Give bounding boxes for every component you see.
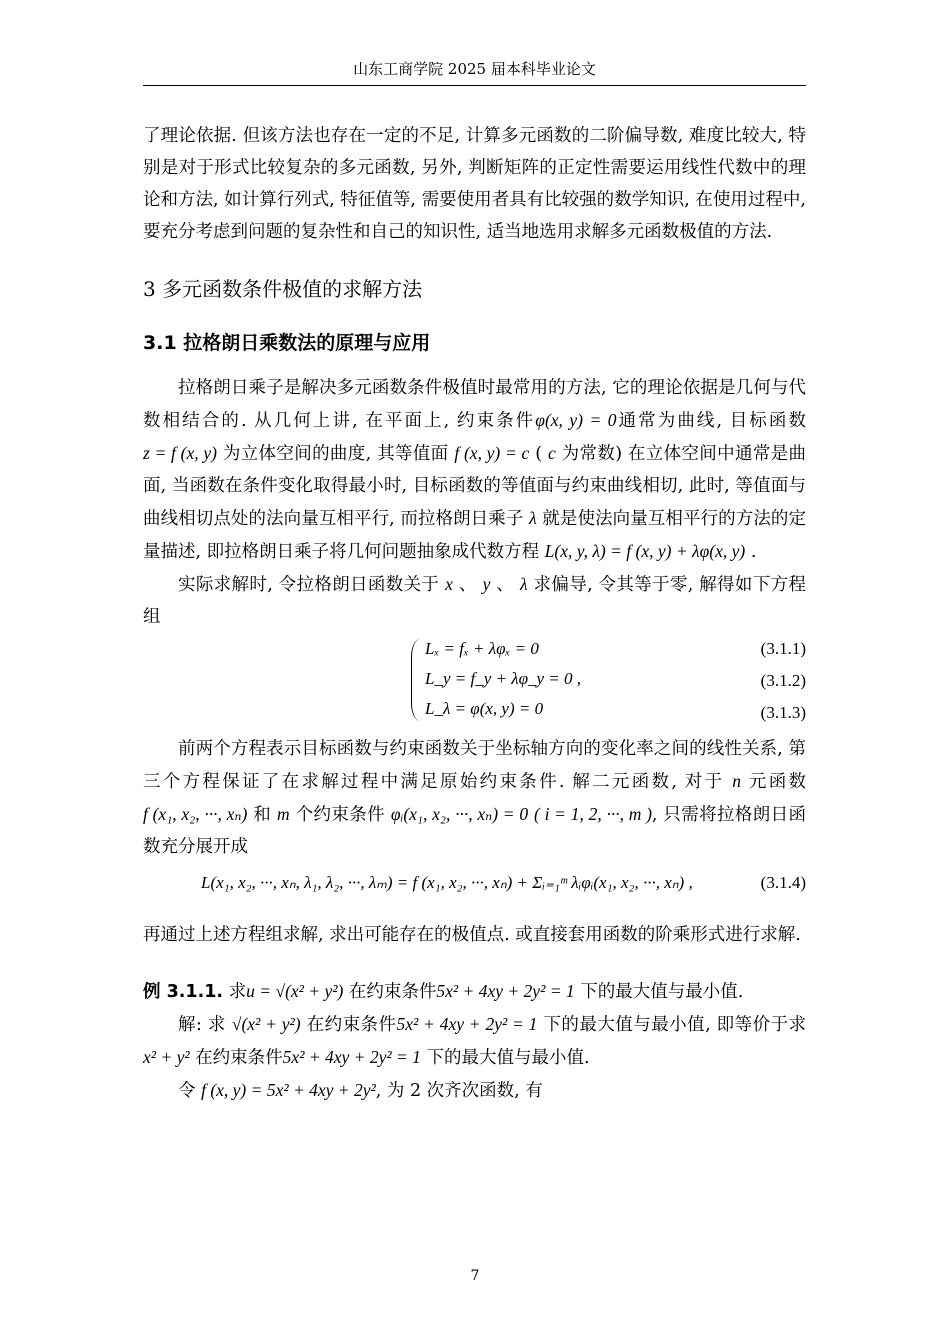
math-objective: z = f (x, y)	[143, 443, 217, 463]
math-level-set: f (x, y) = c	[454, 443, 530, 463]
spacer	[143, 951, 806, 975]
paragraph-solution	[143, 1008, 806, 1074]
paragraph-let	[143, 1074, 806, 1107]
text-span: 通常为曲线, 目标函数	[616, 411, 806, 431]
text-span: 求偏导, 令其等于零, 解得如下方程组	[143, 575, 806, 627]
section-title: 3 多元函数条件极值的求解方法	[143, 277, 423, 301]
text-span: 、	[458, 575, 477, 595]
math-x: x	[445, 574, 453, 594]
math-constraint-quadratic: 5x² + 4xy + 2y² = 1	[282, 1047, 421, 1067]
text-span: 为立体空间的曲度, 其等值面	[222, 444, 449, 464]
math-phi-i: φᵢ(x₁, x₂, ···, xₙ) = 0	[390, 804, 529, 824]
math-m: m	[277, 804, 290, 824]
math-c: c	[547, 443, 556, 463]
paragraph-general-case	[143, 733, 806, 863]
math-sum-squares: x² + y²	[143, 1047, 190, 1067]
paragraph-example	[143, 975, 806, 1008]
paragraph-solve: 再通过上述方程组求解, 求出可能存在的极值点. 或直接套用函数的阶乘形式进行求解.	[143, 925, 801, 945]
math-f-definition: f (x, y) = 5x² + 4xy + 2y²	[201, 1080, 376, 1100]
left-brace	[411, 639, 420, 721]
text-span: , 为 2 次齐次函数, 有	[375, 1081, 543, 1101]
page-body	[143, 120, 806, 1107]
equation-number: (3.1.3)	[760, 703, 806, 722]
text-span: .	[750, 542, 757, 562]
paragraph-intro: 了理论依据. 但该方法也存在一定的不足, 计算多元函数的二阶偏导数, 难度比较大, 特别是对于形式比较复杂的多元函数, 另外, 判断矩阵的正定性需要运用线性代数中的理论和方法, 如计算行列式, 特征值等, 需要使用者具有比较强的数学知识, 在使用过程中, 要充分考虑到问题的复杂性和自己的知识性, 适当地选用求解多元函数极值的方法.	[143, 126, 806, 242]
text-span: (	[535, 444, 543, 464]
equation-number: (3.1.2)	[760, 671, 806, 690]
text-span: 实际求解时, 令拉格朗日函数关于	[178, 575, 440, 595]
text-span: 、	[496, 575, 515, 595]
text-span: 下的最大值与最小值, 即等价于求	[543, 1015, 806, 1035]
math-f-n-vars: f (x₁, x₂, ···, xₙ)	[143, 804, 248, 824]
equation-number: (3.1.1)	[760, 639, 806, 658]
subsection-title: 3.1 拉格朗日乘数法的原理与应用	[143, 332, 431, 354]
paragraph-lagrange-principle	[143, 372, 806, 568]
text-span: 下的最大值与最小值.	[580, 982, 744, 1002]
text-span: 个约束条件	[295, 805, 385, 825]
text-span: 解: 求	[178, 1015, 226, 1035]
text-span: 令	[178, 1081, 196, 1101]
text-span: 为常数) 在立体空间中通常是曲面, 当函数在条件变化取得最小时, 目标函数的等值面与约束曲线相切, 此时, 等值面与曲线相切点处的法向量互相平行, 而拉格朗日乘子	[143, 444, 807, 529]
math-constraint: φ(x, y) = 0	[535, 410, 617, 430]
math-lagrangian: L(x, y, λ) = f (x, y) + λφ(x, y)	[544, 541, 746, 561]
equation-3-1-2: L_y = f_y + λφ_y = 0 ,	[425, 669, 581, 688]
equation-3-1-1: Lₓ = fₓ + λφₓ = 0	[425, 639, 539, 658]
text-span: 下的最大值与最小值.	[426, 1048, 590, 1068]
text-span: 元函数	[748, 772, 806, 792]
text-span: , 只需将拉格朗日函数充分展开成	[143, 805, 806, 857]
example-label: 例 3.1.1.	[143, 982, 224, 1002]
math-lambda: λ	[520, 574, 528, 594]
running-header: 山东工商学院 2025 届本科毕业论文	[143, 58, 806, 86]
text-span: 前两个方程表示目标函数与约束函数关于坐标轴方向的变化率之间的线性关系, 第三个方程保证了在求解过程中满足原始约束条件. 解二元函数, 对于	[143, 739, 806, 792]
math-constraint-quadratic: 5x² + 4xy + 2y² = 1	[396, 1014, 538, 1034]
equation-system	[143, 635, 806, 731]
equation-3-1-3: L_λ = φ(x, y) = 0	[425, 699, 544, 718]
page-number: 7	[470, 1268, 480, 1284]
paragraph-partial-derivatives	[143, 568, 806, 633]
math-index-range: ( i = 1, 2, ···, m )	[534, 804, 652, 824]
text-span: 在约束条件	[348, 982, 437, 1002]
text-span: 就是使法向量互相平行的方法的定量描述, 即拉格朗日乘子将几何问题抽象成代数方程	[143, 509, 806, 562]
math-u: u = √(x² + y²)	[246, 981, 344, 1001]
math-constraint-quadratic: 5x² + 4xy + 2y² = 1	[436, 981, 575, 1001]
equation-3-1-4: L(x₁, x₂, ···, xₙ, λ₁, λ₂, ···, λₘ) = f (x₁, x₂, ···, xₙ) + Σᵢ₌₁ᵐ λᵢφᵢ(x₁, x₂, ···, xₙ) ,	[201, 873, 693, 892]
text-span: 拉格朗日乘子是解决多元函数条件极值时最常用的方法, 它的理论依据是几何与代数相结合的. 从几何上讲, 在平面上, 约束条件	[143, 378, 806, 431]
text-span: 和	[253, 805, 272, 825]
text-span: 求	[228, 982, 247, 1002]
math-y: y	[482, 574, 491, 594]
math-sqrt: √(x² + y²)	[231, 1014, 301, 1034]
text-span: 在约束条件	[306, 1015, 397, 1035]
equation-number: (3.1.4)	[760, 873, 806, 892]
equation-block	[143, 865, 806, 915]
text-span: 在约束条件	[195, 1048, 283, 1068]
math-n: n	[732, 771, 742, 791]
math-lambda: λ	[529, 508, 537, 528]
